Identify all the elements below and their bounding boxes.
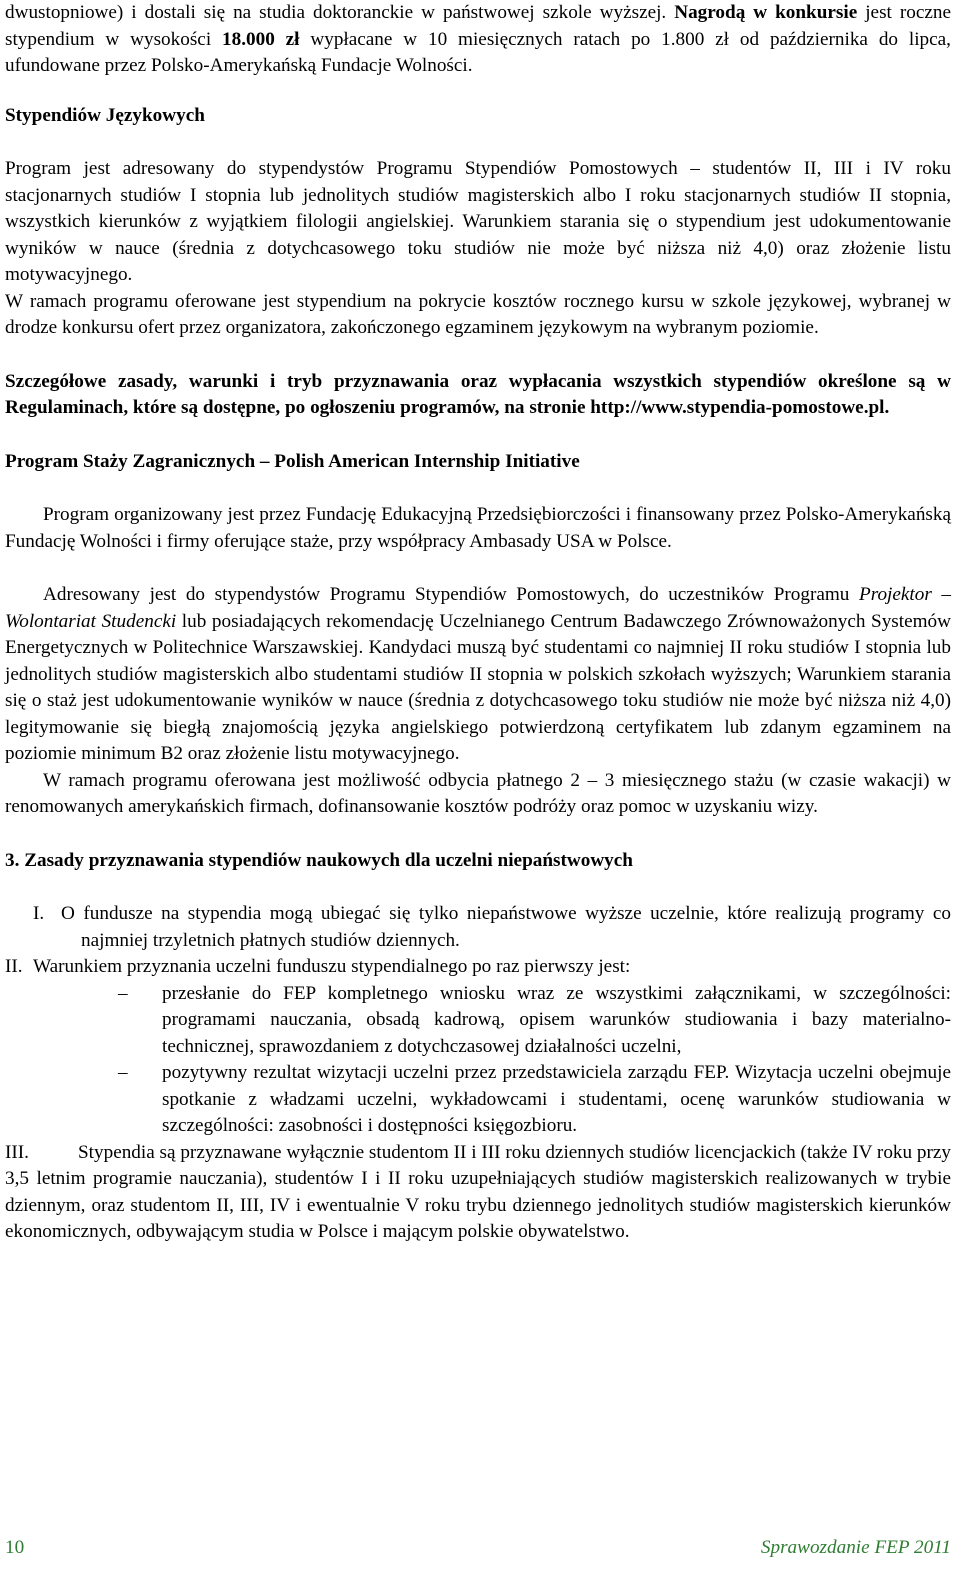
internship-paragraph-2 — [5, 582, 951, 768]
intro-text-3: wypłacane w 10 miesięcznych ratach po 1.800 zł od października do lipca, ufundowane przez Polsko-Amerykańską Fundacje Wolności. — [5, 28, 951, 76]
list-item-1-number: I. — [33, 903, 45, 924]
page-number: 10 — [5, 1537, 25, 1558]
list-item-2-text: Warunkiem przyznania uczelni funduszu stypendialnego po raz pierwszy jest: — [33, 956, 631, 977]
dash-item-2 — [118, 1060, 951, 1140]
internship-p2-text-1: Adresowany jest do stypendystów Programu Stypendiów Pomostowych, do uczestników Programu — [43, 584, 859, 605]
list-item-2-number: II. — [5, 956, 23, 977]
document-title: Sprawozdanie FEP 2011 — [760, 1537, 951, 1558]
list-item-2 — [5, 954, 951, 981]
language-scholarship-heading: Stypendiów Językowych — [5, 104, 205, 126]
intro-paragraph — [5, 0, 951, 80]
language-paragraph-1: Program jest adresowany do stypendystów Programu Stypendiów Pomostowych – studentów II, III i IV roku stacjonarnych studiów I stopnia lub jednolitych studiów magisterskich albo I roku stacjonarnych studiów II stopnia, wszystkich kierunków z wyjątkiem filologii angielskiej. Warunkiem starania się o stypendium jest udokumentowanie wyników w nauce (średnia z dotychcasowego toku studiów nie może być niższa niż 4,0) oraz złożenie listu motywacyjnego. — [5, 158, 951, 285]
dash-item-2-text: pozytywny rezultat wizytacji uczelni przez przedstawiciela zarządu FEP. Wizytacja uczelni obejmuje spotkanie z władzami uczelni, wykładowcami i studentami, ocenę warunków studiowania w szczególności: zasobności i dostępności księgozbioru. — [162, 1062, 951, 1136]
list-item-3-number: III. — [5, 1141, 29, 1163]
projektor-program-name: Projektor – Wolontariat Studencki — [5, 584, 952, 632]
document-page — [5, 0, 951, 1246]
dash-item-1 — [118, 981, 951, 1061]
internship-paragraph-3: W ramach programu oferowana jest możliwość odbycia płatnego 2 – 3 miesięcznego stażu (w czasie wakacji) w renomowanych amerykańskich firmach, dofinansowanie kosztów podróży oraz pomoc w uzyskaniu wizy. — [5, 769, 951, 817]
list-item-3 — [5, 1140, 951, 1246]
intro-text-2: jest roczne stypendium w wysokości — [5, 2, 951, 50]
dash-bullet: – — [118, 1062, 128, 1083]
list-item-3-text: Stypendia są przyznawane wyłącznie studentom II i III roku dziennych studiów licencjackich (także IV roku przy 3,5 letnim programie nauczania), studentów I i II roku uzupełniających studiów magisterskich realizowanych w trybie dziennym, oraz studentom II, III, IV i ewentualnie V roku trybu dziennego jednolitych studiów magisterskich kierunków ekonomicznych, odbywającym studia w Polsce i mającym polskie obywatelstwo. — [5, 1141, 951, 1242]
rules-paragraph: Szczegółowe zasady, warunki i tryb przyznawania oraz wypłacania wszystkich stypendiów określone są w Regulaminach, które są dostępne, po ogłoszeniu programów, na stronie http://www.stypendia-pomostowe.pl. — [5, 370, 951, 418]
language-paragraph-2: W ramach programu oferowane jest stypendium na pokrycie kosztów rocznego kursu w szkole językowej, wybranej w drodze konkursu ofert przez organizatora, zakończonego egzaminem językowym na wybranym poziomie. — [5, 290, 951, 338]
award-amount: 18.000 zł — [222, 28, 300, 50]
internship-p2-text-2: lub posiadających rekomendację Uczelnianego Centrum Badawczego Zrównoważonych Systemów Energetycznych w Politechnice Warszawskiej. Kandydaci muszą być studentami co najmniej II roku studiów I stopnia lub jednolitych studiów magisterskich albo studentami studiów II stopnia w polskich szkołach wyższych; Warunkiem starania się o staż jest udokumentowanie wyników w nauce (średnia z dotychcasowego toku studiów nie może być niższa niż 4,0) legitymowanie się biegłą znajomością języka angielskiego potwierdzoną certyfikatem lub zdanym egzaminem na poziomie minimum B2 oraz złożenie listu motywacyjnego. — [5, 610, 951, 764]
intro-text-1: dwustopniowe) i dostali się na studia doktoranckie w państwowej szkole wyższej. — [5, 2, 675, 23]
internship-paragraph-1: Program organizowany jest przez Fundację Edukacyjną Przedsiębiorczości i finansowany przez Polsko-Amerykańską Fundację Wolności i firmy oferujące staże, przy współpracy Ambasady USA w Polsce. — [5, 504, 951, 552]
list-item-1-text: O fundusze na stypendia mogą ubiegać się tylko niepaństwowe wyższe uczelnie, które realizują programy co najmniej trzyletnich płatnych studiów dziennych. — [61, 903, 951, 951]
dash-bullet: – — [118, 982, 128, 1004]
award-label: Nagrodą w konkursie — [674, 2, 858, 23]
page-footer — [5, 1535, 951, 1562]
list-item-1 — [5, 901, 951, 954]
section-3-heading: 3. Zasady przyznawania stypendiów naukowych dla uczelni niepaństwowych — [5, 849, 633, 871]
internship-heading: Program Staży Zagranicznych – Polish American Internship Initiative — [5, 450, 580, 472]
dash-item-1-text: przesłanie do FEP kompletnego wniosku wraz ze wszystkimi załącznikami, w szczególności: programami nauczania, obsadą kadrową, opisem warunków studiowania i bazy materialno-technicznej, sprawozdaniem z dotychczasowej działalności uczelni, — [162, 982, 951, 1057]
